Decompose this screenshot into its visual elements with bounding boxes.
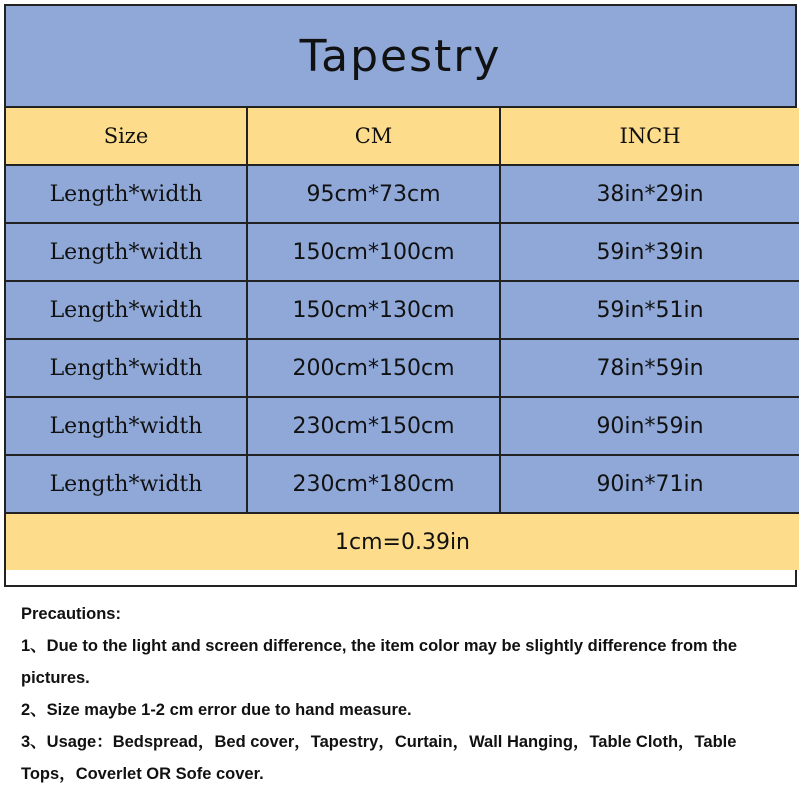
row-inch: 59in*51in — [500, 281, 799, 339]
row-cm: 230cm*150cm — [247, 397, 500, 455]
table-row — [6, 165, 799, 223]
row-label: Length*width — [6, 223, 247, 281]
row-cm: 150cm*130cm — [247, 281, 500, 339]
size-chart — [4, 4, 797, 587]
precautions — [21, 598, 791, 790]
chart-title-banner — [6, 6, 795, 108]
chart-title: Tapestry — [299, 30, 502, 82]
row-inch: 59in*39in — [500, 223, 799, 281]
row-label: Length*width — [6, 281, 247, 339]
conversion-note: 1cm=0.39in — [6, 513, 799, 570]
precaution-item: 3、Usage：Bedspread，Bed cover，Tapestry，Curtain，Wall Hanging，Table Cloth，Table Tops，Coverlet OR Sofe cover. — [21, 733, 737, 783]
row-label: Length*width — [6, 165, 247, 223]
row-inch: 90in*59in — [500, 397, 799, 455]
table-row — [6, 281, 799, 339]
row-label: Length*width — [6, 397, 247, 455]
table-row — [6, 397, 799, 455]
table-header-row — [6, 108, 799, 165]
precaution-item: 2、Size maybe 1-2 cm error due to hand measure. — [21, 701, 412, 719]
precaution-item: 1、Due to the light and screen difference, the item color may be slightly difference from the pictures. — [21, 637, 738, 687]
table-row — [6, 339, 799, 397]
table-row — [6, 223, 799, 281]
header-cm: CM — [247, 108, 500, 165]
size-table — [6, 108, 799, 570]
precautions-heading: Precautions: — [21, 605, 121, 623]
header-inch: INCH — [500, 108, 799, 165]
header-size: Size — [6, 108, 247, 165]
row-cm: 230cm*180cm — [247, 455, 500, 513]
row-inch: 38in*29in — [500, 165, 799, 223]
row-inch: 90in*71in — [500, 455, 799, 513]
row-label: Length*width — [6, 339, 247, 397]
conversion-row — [6, 513, 799, 570]
table-row — [6, 455, 799, 513]
row-inch: 78in*59in — [500, 339, 799, 397]
row-cm: 150cm*100cm — [247, 223, 500, 281]
row-label: Length*width — [6, 455, 247, 513]
row-cm: 95cm*73cm — [247, 165, 500, 223]
row-cm: 200cm*150cm — [247, 339, 500, 397]
